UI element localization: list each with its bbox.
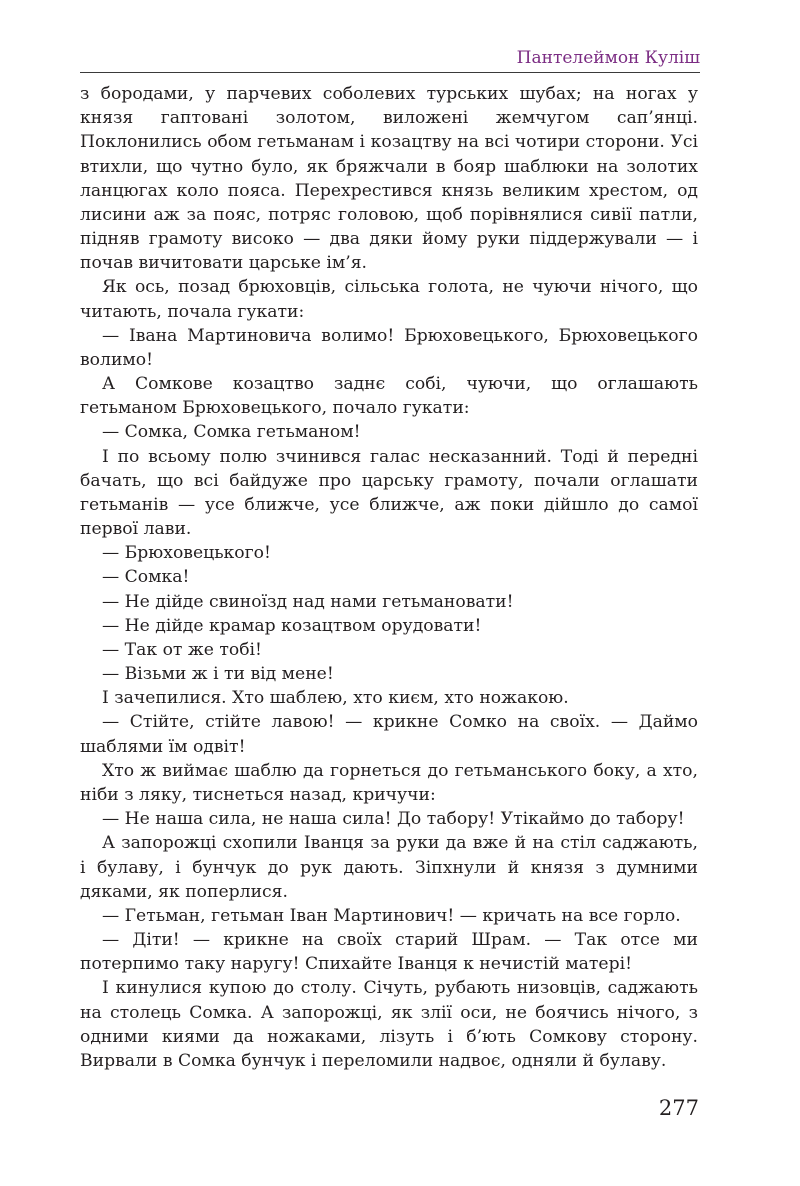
paragraph: І кинулися купою до столу. Січуть, рубають низовців, саджають на столець Сомка. А запорожці, як злії оси, не боячись нічого, з одними киями да ножаками, лізуть і б’ють Сомкову сторону. Вирвали в Сомка бунчук і переломили надвоє, одняли й булаву.	[80, 978, 698, 1071]
dialogue-line: — Не дійде крамар козацтвом орудовати!	[102, 615, 482, 636]
paragraph: Хто ж виймає шаблю да горнеться до гетьманського боку, а хто, ніби з ляку, тиснеться назад, кричучи:	[80, 760, 698, 805]
dialogue-line: — Не дійде свиноїзд над нами гетьмановати!	[102, 591, 514, 612]
dialogue-line: — Не наша сила, не наша сила! До табору! Утікаймо до табору!	[102, 809, 685, 830]
paragraph: І по всьому полю зчинився галас несказанний. Тоді й передні бачать, що всі байдуже про царську грамоту, почали оглашати гетьманів — усе ближче, усе ближче, аж поки дійшло до самої первої лави.	[80, 446, 698, 540]
dialogue-line: — Візьми ж і ти від мене!	[102, 664, 334, 685]
paragraph: з бородами, у парчевих соболевих турських шубах; на ногах у князя гаптовані золотом, виложені жемчугом сап’янці. Поклонились обом гетьманам і козацтву на всі чотири сторони. Усі втихли, що чутно було, як бряжчали в бояр шаблюки на золотих ланцюгах коло пояса. Перехрестився князь великим хрестом, од лисини аж за пояс, потряс головою, щоб порівнялися сивії патли, підняв грамоту високо — два дяки йому руки піддержували — і почав вичитовати царське ім’я.	[80, 84, 698, 274]
paragraph: Як ось, позад брюховців, сільська голота, не чуючи нічого, що читають, почала гукати:	[80, 277, 698, 322]
dialogue-line: — Гетьман, гетьман Іван Мартинович! — кричать на все горло.	[102, 905, 681, 926]
page-number: 277	[658, 1096, 699, 1120]
dialogue-line: — Івана Мартиновича волимо! Брюховецького, Брюховецького волимо!	[80, 325, 698, 370]
page-body	[80, 82, 698, 1073]
dialogue-line: — Діти! — крикне на своїх старий Шрам. — Так отсе ми потерпимо таку наругу! Спихайте Іванця к нечистій матері!	[80, 930, 698, 975]
paragraph: І зачепилися. Хто шаблею, хто києм, хто ножакою.	[102, 688, 569, 709]
paragraph: А запорожці схопили Іванця за руки да вже й на стіл саджають, і булаву, і бунчук до рук дають. Зіпхнули й князя з думними дяками, як поперлися.	[80, 833, 698, 902]
header-author: Пантелеймон Куліш	[516, 48, 700, 68]
dialogue-line: — Сомка, Сомка гетьманом!	[102, 422, 361, 443]
dialogue-line: — Брюховецького!	[102, 543, 271, 564]
running-header	[80, 40, 700, 73]
paragraph: А Сомкове козацтво заднє собі, чуючи, що оглашають гетьманом Брюховецького, почало гукати:	[80, 374, 698, 419]
dialogue-line: — Так от же тобі!	[102, 639, 262, 660]
dialogue-line: — Стійте, стійте лавою! — крикне Сомко на своїх. — Даймо шаблями їм одвіт!	[80, 712, 698, 757]
dialogue-line: — Сомка!	[102, 567, 190, 588]
